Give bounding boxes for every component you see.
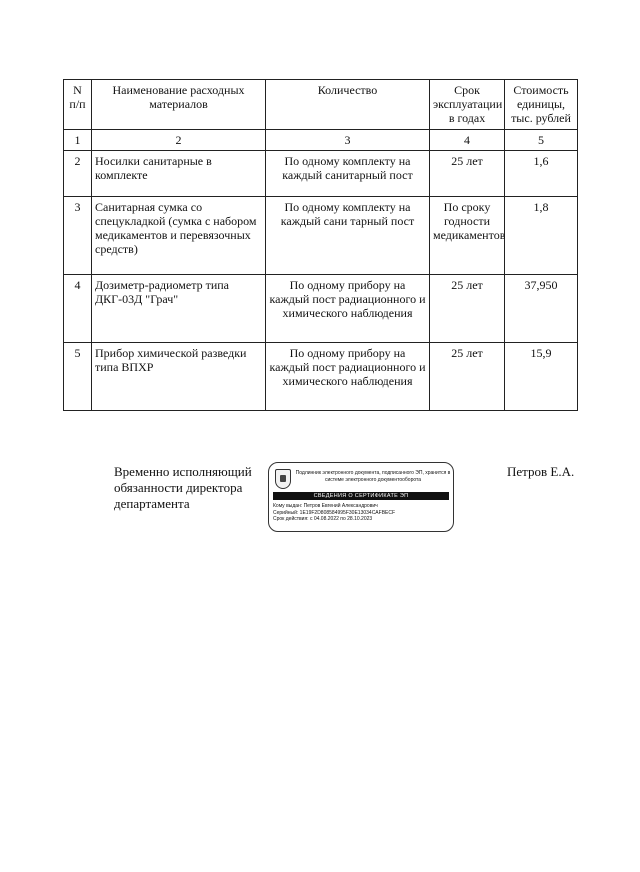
row-cost: 15,9	[505, 343, 578, 411]
index-cell: 1	[64, 130, 92, 151]
header-quantity: Количество	[266, 80, 430, 130]
header-name: Наименование расходных материалов	[92, 80, 266, 130]
row-number: 2	[64, 151, 92, 197]
row-term: 25 лет	[430, 275, 505, 343]
row-name: Санитарная сумка со спецукладкой (сумка с набором медикаментов и перевязочных средств)	[92, 197, 266, 275]
row-quantity: По одному прибору на каждый пост радиационного и химического наблюдения	[266, 343, 430, 411]
row-quantity: По одному комплекту на каждый санитарный пост	[266, 151, 430, 197]
index-cell: 2	[92, 130, 266, 151]
stamp-validity: Срок действия: с 04.08.2022 по 28.10.2023	[273, 516, 373, 522]
index-cell: 3	[266, 130, 430, 151]
row-cost: 1,6	[505, 151, 578, 197]
header-term: Срок эксплуатации в годах	[430, 80, 505, 130]
row-cost: 1,8	[505, 197, 578, 275]
header-number: N п/п	[64, 80, 92, 130]
row-name: Носилки санитарные в комплекте	[92, 151, 266, 197]
index-cell: 5	[505, 130, 578, 151]
row-quantity: По одному прибору на каждый пост радиационного и химического наблюдения	[266, 275, 430, 343]
table-row	[64, 151, 578, 197]
row-name: Дозиметр-радиометр типа ДКГ-03Д "Грач"	[92, 275, 266, 343]
row-number: 4	[64, 275, 92, 343]
row-number: 3	[64, 197, 92, 275]
materials-table	[63, 79, 578, 411]
coat-of-arms-icon	[275, 469, 291, 489]
signatory-name: Петров Е.А.	[507, 464, 575, 479]
row-quantity: По одному комплекту на каждый сани тарный пост	[266, 197, 430, 275]
stamp-info	[273, 503, 451, 523]
table-row	[64, 197, 578, 275]
table-row	[64, 275, 578, 343]
stamp-certificate-bar: СВЕДЕНИЯ О СЕРТИФИКАТЕ ЭП	[273, 492, 449, 500]
row-cost: 37,950	[505, 275, 578, 343]
signatory-position: Временно исполняющий обязанности директора департамента	[114, 464, 252, 511]
row-term: По сроку годности медикаментов	[430, 197, 505, 275]
row-term: 25 лет	[430, 343, 505, 411]
stamp-owner: Кому выдан: Петров Евгений Александрович	[273, 503, 378, 509]
row-term: 25 лет	[430, 151, 505, 197]
row-name: Прибор химической разведки типа ВПХР	[92, 343, 266, 411]
header-row	[64, 80, 578, 130]
row-number: 5	[64, 343, 92, 411]
table-row	[64, 343, 578, 411]
header-cost: Стоимость единицы, тыс. рублей	[505, 80, 578, 130]
index-cell: 4	[430, 130, 505, 151]
electronic-signature-stamp	[268, 462, 454, 532]
stamp-header: Подлинник электронного документа, подписанного ЭП, хранится в системе электронного документооборота	[295, 470, 451, 483]
index-row	[64, 130, 578, 151]
stamp-serial: Серийный: 1E19F2D808584995F30E13034CAFBECF	[273, 509, 396, 516]
